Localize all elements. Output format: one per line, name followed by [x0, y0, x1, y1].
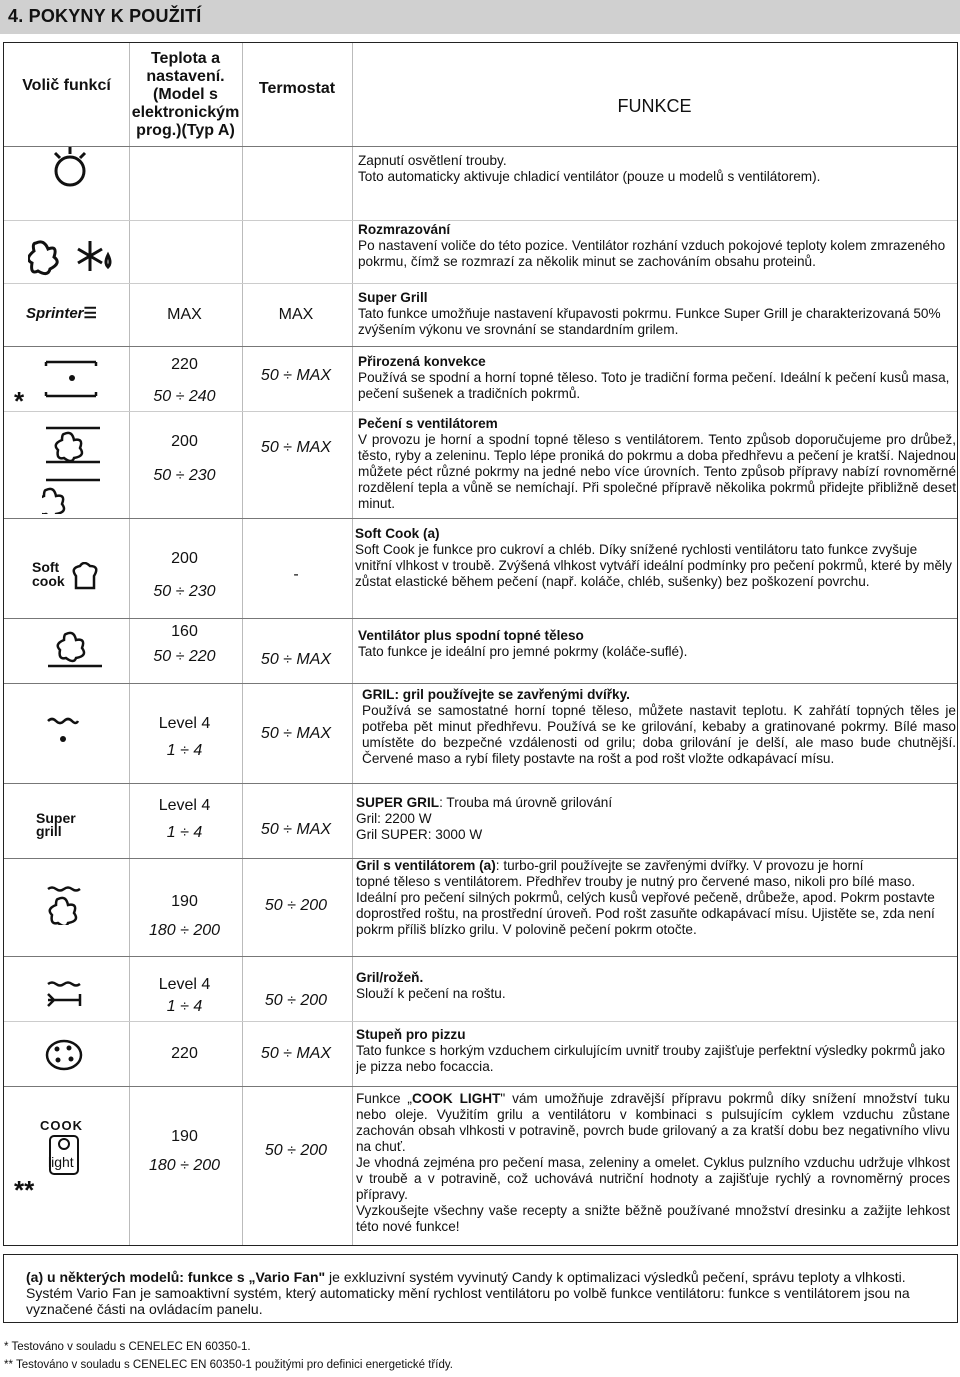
super-grill-icon: Super grill: [36, 810, 76, 839]
temp-conventional-range: 50 ÷ 240: [153, 388, 216, 405]
thermo-grill: 50 ÷ MAX: [260, 725, 332, 742]
function-rotisserie: Gril/rožeň. Slouží k pečení na roštu.: [356, 970, 506, 1001]
vario-fan-note: (a) u některých modelů: funkce s „Vario Fan" je exkluzivní systém vyvinutý Candy k optimalizaci výsledků pečení, správu teploty a vlhkosti. Systém Vario Fan je samoaktivní systém, který automaticky mění rychlost ventilátoru po volbě funkce ventilátoru: funkce s ventilátorem jsou na vyznačené části na ovládacím panelu.: [3, 1254, 958, 1323]
temp-rotisserie-level: Level 4: [158, 976, 211, 993]
col-header-thermostat: Termostat: [258, 80, 336, 97]
pizza-icon: [44, 1038, 84, 1072]
double-star-marker: **: [14, 1175, 35, 1205]
function-light: Zapnutí osvětlení trouby. Toto automaticky aktivuje chladicí ventilátor (pouze u modelů s ventilátorem).: [358, 153, 821, 184]
chef-hat-icon: [70, 562, 100, 592]
temp-super-grill-range: 1 ÷ 4: [166, 824, 203, 841]
temp-fan-bake-range: 50 ÷ 230: [153, 467, 216, 484]
temp-soft-cook-default: 200: [171, 550, 198, 567]
thermo-conventional: 50 ÷ MAX: [260, 367, 332, 384]
function-cook-light: Funkce „COOK LIGHT" vám umožňuje zdravější přípravu pokrmů díky snížení množství tuku nebo oleje. Využitím grilu a ventilátoru v kombinaci s pulsujícím cyklem vzduchu zůstane zachován obsah vlhkosti v potravině, povrch bude grilovaný a za kratší dobu bez negativního vlivu na chuť. Je vhodná zejména pro pečení masa, zeleniny a omelet. Cyklus pulzního vzduchu udržuje vlhkost v troubě a v potravině, což uchovává nutriční hodnoty a zajišťuje rychlý a rovnoměrný proces přípravy. Vyzkoušejte všechny vaše recepty a snižte běžně používané množství dresinku a zažijte lehkost této nové funkce!: [356, 1091, 950, 1234]
sprinter-icon: Sprinter☰: [26, 305, 97, 322]
rotisserie-icon: [44, 980, 84, 1010]
function-soft-cook: Soft Cook (a) Soft Cook je funkce pro cukroví a chléb. Díky snížené rychlosti ventilátoru tato funkce zvyšuje vnitřní vlhkost v troubě. Zvýšená vlhkost vytváří ideální podmínky pro pečení pokrmů, které by měly zůstat elastické během pečení (např. koláče, chléb, sušenky) bez poškození povrchu.: [355, 526, 952, 589]
section-header: [0, 0, 960, 34]
thermo-soft-cook: -: [293, 566, 299, 583]
grill-icon: [46, 715, 80, 745]
temp-sprinter: MAX: [167, 306, 202, 323]
footnote-1: * Testováno v souladu s CENELEC EN 60350-1.: [4, 1341, 251, 1353]
function-pizza: Stupeň pro pizzu Tato funkce s horkým vzduchem cirkulujícím uvnitř trouby zajišťuje perfektní výsledky pokrmů jako je pizza nebo focaccia.: [356, 1027, 946, 1074]
temp-fan-bake-default: 200: [171, 433, 198, 450]
temp-grill-level: Level 4: [158, 715, 211, 732]
temp-soft-cook-range: 50 ÷ 230: [153, 583, 216, 600]
cook-light-label: light: [48, 1154, 74, 1170]
function-conventional: Přirozená konvekce Používá se spodní a horní topné těleso. Toto je tradiční forma pečení. Ideální k pečení kusů masa, pečení sušenek a tradičních pokrmů.: [358, 354, 950, 401]
temp-fan-bottom-default: 160: [171, 623, 198, 640]
cook-light-icon: COOK: [40, 1118, 83, 1133]
fan-grill-icon: [44, 885, 88, 925]
thermo-pizza: 50 ÷ MAX: [260, 1045, 332, 1062]
soft-cook-icon: Soft cook: [32, 559, 65, 589]
thermo-fan-bake: 50 ÷ MAX: [260, 439, 332, 456]
temp-fan-grill-range: 180 ÷ 200: [148, 922, 221, 939]
thermo-super-grill: 50 ÷ MAX: [260, 821, 332, 838]
thermo-fan-bottom: 50 ÷ MAX: [260, 651, 332, 668]
col-header-selector: Volič funkcí: [22, 77, 111, 94]
conventional-icon: [44, 358, 100, 400]
function-super-grill: Super Grill Tato funkce umožňuje nastavení křupavosti pokrmu. Funkce Super Grill je charakterizovaná 50% zvýšením výkonu ve srovnání se standardním grilem.: [358, 290, 941, 337]
temp-fan-bottom-range: 50 ÷ 220: [153, 648, 216, 665]
fan-bottom-icon: [44, 630, 106, 670]
section-title: 4. POKYNY K POUŽITÍ: [8, 6, 202, 26]
temp-conventional-default: 220: [171, 356, 198, 373]
thermo-fan-grill: 50 ÷ 200: [264, 897, 328, 914]
function-defrost: Rozmrazování Po nastavení voliče do této pozice. Ventilátor rozhání vzduch pokojové teploty kolem zmrazeného pokrmu, čímž se rozmrazí za několik minut se zachováním obsahu proteinů.: [358, 222, 946, 269]
thermo-rotisserie: 50 ÷ 200: [264, 992, 328, 1009]
thermo-sprinter: MAX: [278, 306, 314, 323]
temp-cook-light-range: 180 ÷ 200: [148, 1157, 221, 1174]
thermo-cook-light: 50 ÷ 200: [264, 1142, 328, 1159]
star-marker: *: [14, 386, 25, 416]
defrost-icon: [28, 237, 118, 277]
function-super-grill-levels: SUPER GRIL: Trouba má úrovně grilování Gril: 2200 W Gril SUPER: 3000 W: [356, 795, 613, 842]
function-fan-bake: Pečení s ventilátorem V provozu je horní a spodní topné těleso s ventilátorem. Tento způsob doporučujeme pro drůbež, těsto, ryby a zeleninu. Teplo lépe proniká do pokrmu a doba předhřevu a pečení je kratší. Najednou můžete péct různé pokrmy na jedné nebo více úrovních. Tento způsob přípravy nabízí rovnoměrné rozdělení tepla a vůně se nemíchají. Při společné přípravě několika pokrmů přidejte přibližně deset minut.: [358, 416, 956, 511]
function-fan-bottom: Ventilátor plus spodní topné těleso Tato funkce je ideální pro jemné pokrmy (koláče-suflé).: [358, 628, 688, 659]
temp-rotisserie-range: 1 ÷ 4: [166, 998, 203, 1015]
function-fan-grill: Gril s ventilátorem (a): turbo-gril používejte se zavřenými dvířky. V provozu je horní topné těleso s ventilátorem. Předhřev trouby je nutný pro červené maso, nikoli pro bílé maso. Ideální pro pečení silných pokrmů, celých kusů vepřové pečeně, drůbeže, apod. Pokrm postavte doprostřed roštu, na prostřední úroveň. Pod rošt zasuňte odkapávací mísu. Ujistěte se, zda není pokrm příliš blízko grilu. V polovině pečení pokrm otočte.: [356, 858, 935, 937]
temp-grill-range: 1 ÷ 4: [166, 742, 203, 759]
col-header-functions: FUNKCE: [617, 96, 692, 116]
function-grill: GRIL: gril používejte se zavřenými dvířky. Používá se samostatné horní topné těleso, můžete nastavit teplotu. K zahřátí topných těles je potřeba pět minut předhřevu. Používá se ke grilování, kebaby a gratinované pokrmy. Bílé maso umístěte do bezpečné vzdálenosti od grilu; doba grilování je delší, ale maso bude chutnější. Červené maso a rybí filety postavte na rošt a pod rošt vložte odkapávací mísu.: [362, 687, 956, 766]
temp-super-grill-level: Level 4: [158, 797, 211, 814]
fan-bake-icon: [42, 424, 104, 514]
oven-light-icon: [50, 145, 90, 191]
footnote-2: ** Testováno v souladu s CENELEC EN 60350-1 použitými pro definici energetické třídy.: [4, 1359, 453, 1371]
temp-pizza: 220: [171, 1045, 198, 1062]
temp-cook-light-default: 190: [171, 1128, 198, 1145]
col-header-temp: Teplota a nastavení. (Model s elektronickým prog.)(Typ A): [131, 50, 240, 139]
temp-fan-grill-default: 190: [171, 893, 198, 910]
